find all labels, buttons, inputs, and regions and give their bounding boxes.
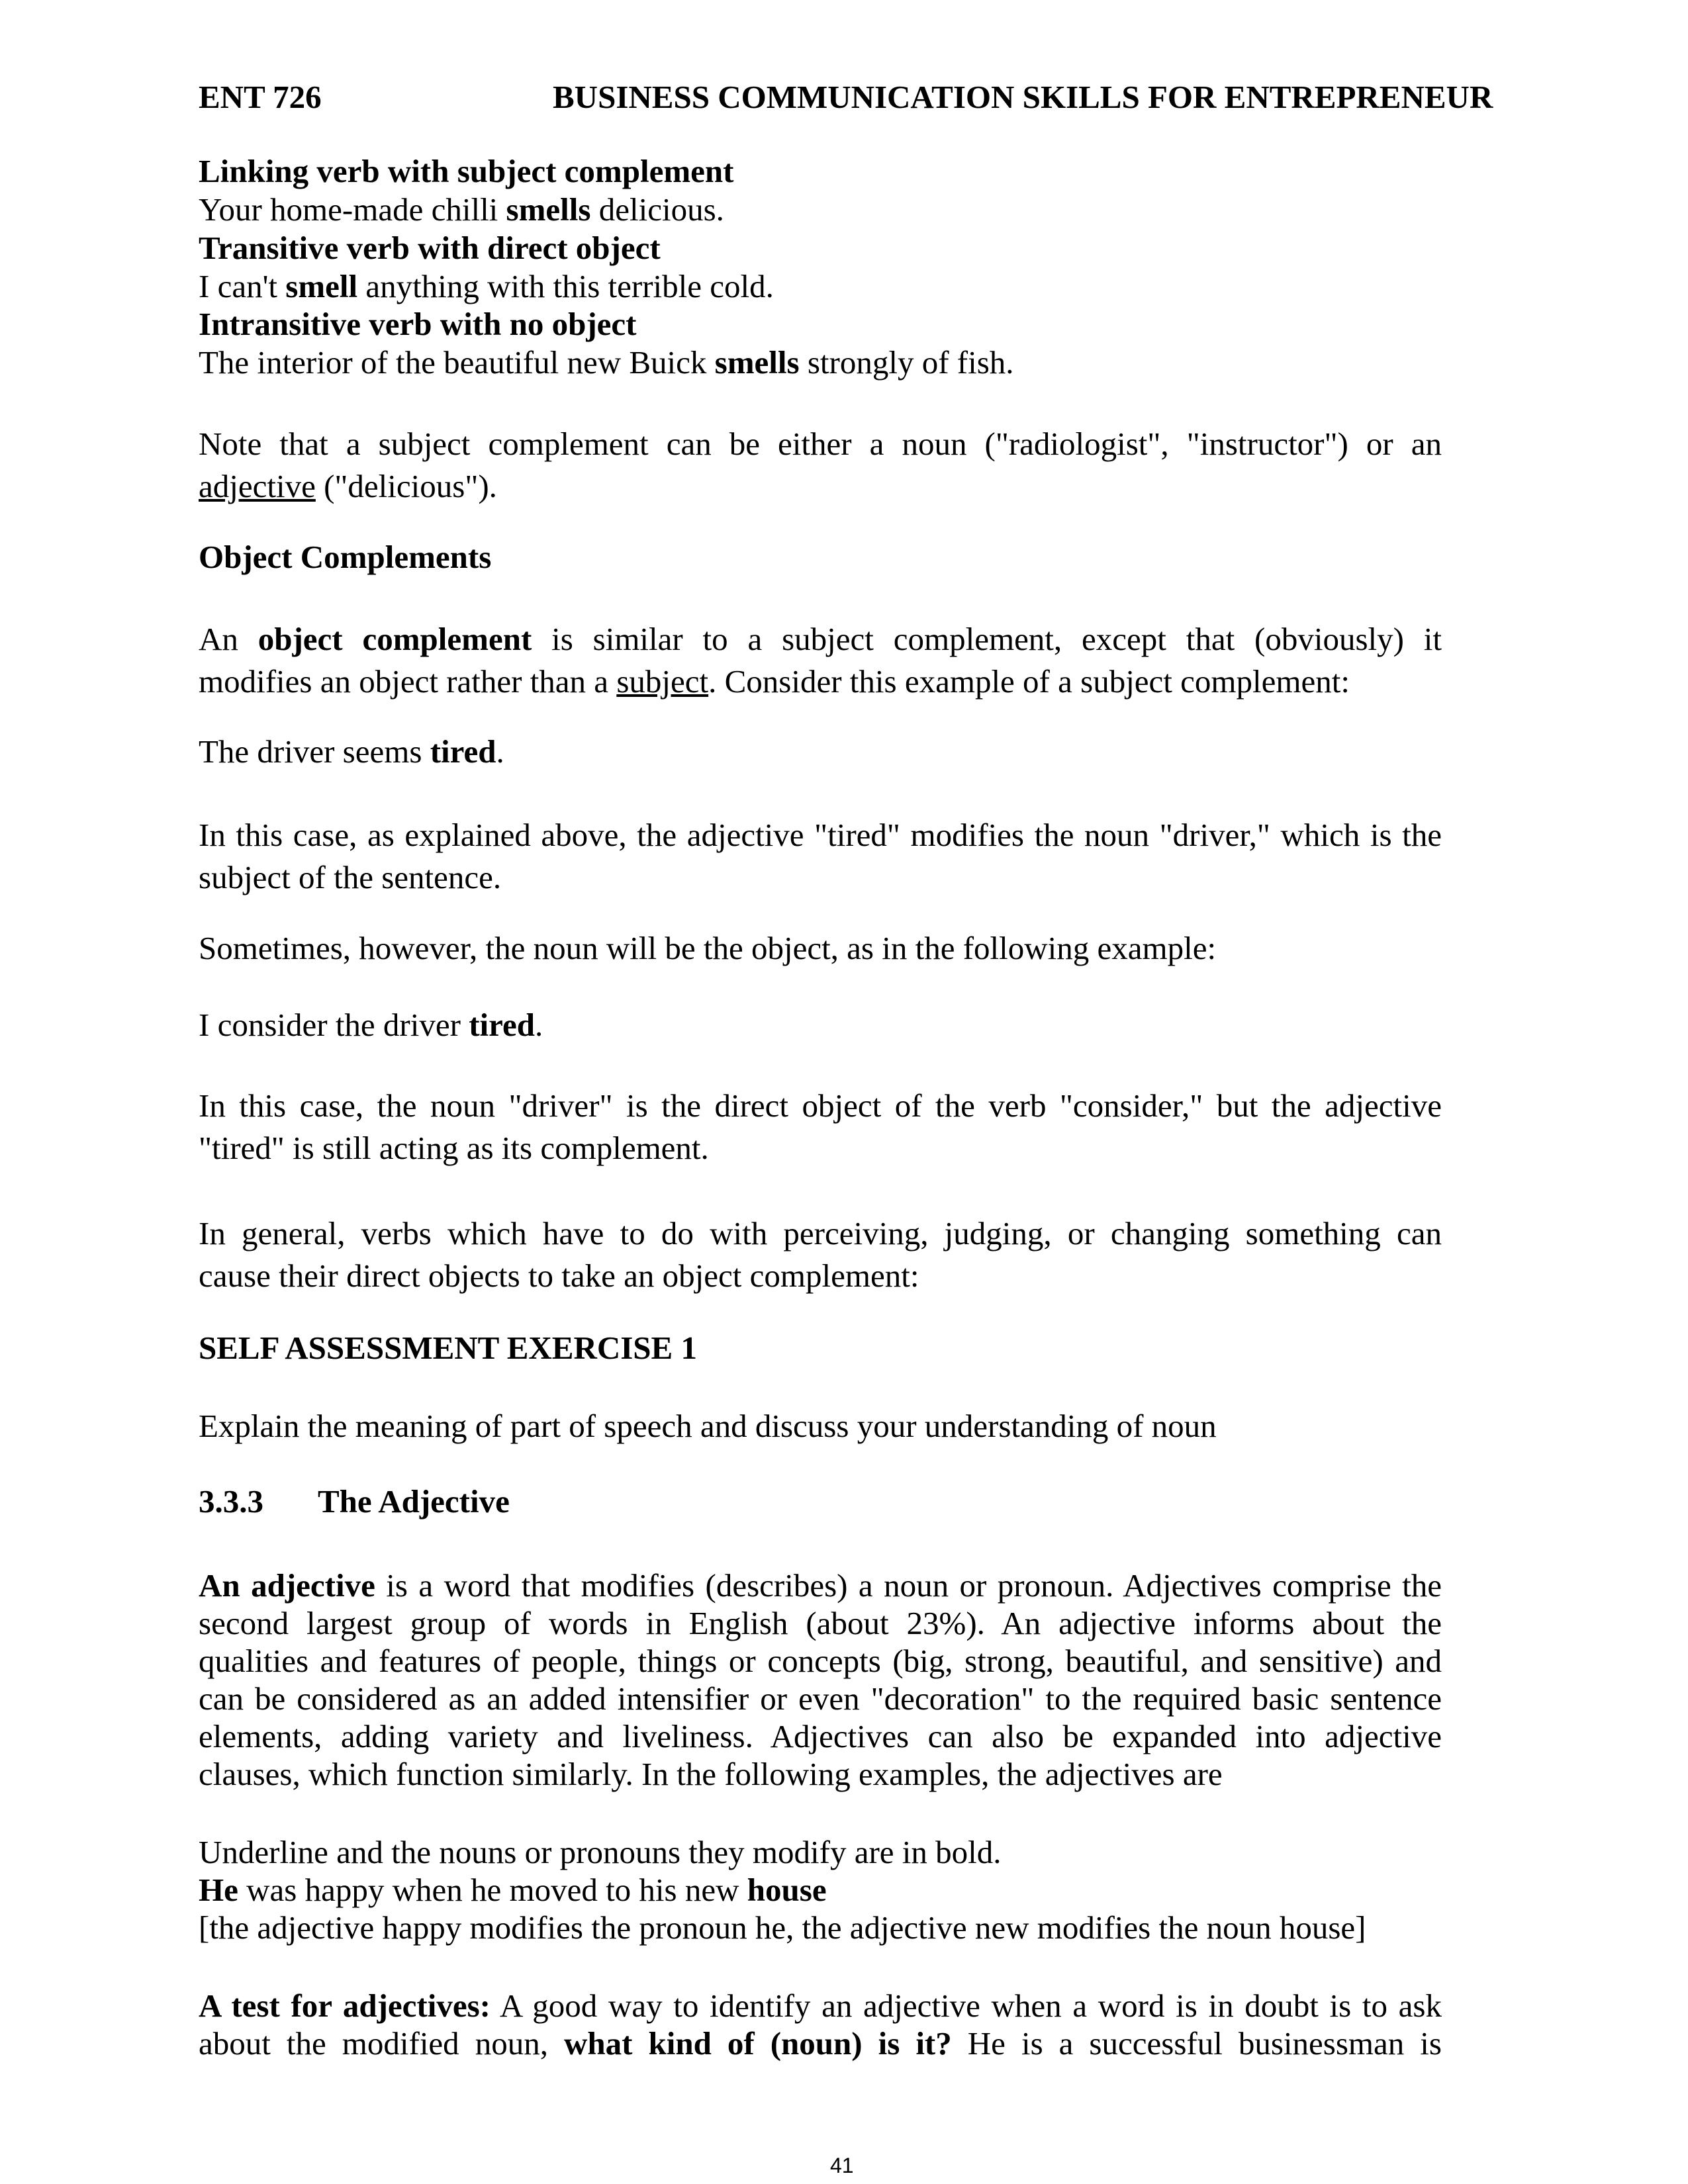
- course-title: BUSINESS COMMUNICATION SKILLS FOR ENTREPRENEUR: [553, 79, 1493, 115]
- adj-paragraph-2-line-2: He was happy when he moved to his new house: [199, 1872, 827, 1908]
- page-number: 41: [830, 2154, 854, 2177]
- oc-paragraph-1-line-2: modifies an object rather than a subject. Consider this example of a subject complement:: [199, 663, 1350, 700]
- oc-paragraph-3: Sometimes, however, the noun will be the object, as in the following example:: [199, 930, 1217, 966]
- adjective-link[interactable]: adjective: [199, 468, 316, 504]
- exercise-text: Explain the meaning of part of speech and discuss your understanding of noun: [199, 1408, 1217, 1444]
- adj-paragraph-3-line-2: about the modified noun, what kind of (noun) is it? He is a successful businessman is: [199, 2025, 1442, 2062]
- note-line-2: adjective ("delicious").: [199, 468, 497, 504]
- adj-paragraph-1-line-4: can be considered as an added intensifier or even "decoration" to the required basic sentence: [199, 1680, 1442, 1717]
- adj-paragraph-1-line-1: An adjective is a word that modifies (describes) a noun or pronoun. Adjectives comprise the: [199, 1567, 1442, 1604]
- oc-paragraph-2-line-2: subject of the sentence.: [199, 859, 502, 895]
- adj-paragraph-3-line-1: A test for adjectives: A good way to identify an adjective when a word is in doubt is to ask: [199, 1987, 1442, 2024]
- example-sentence-linking: Your home-made chilli smells delicious.: [199, 191, 724, 228]
- course-code: ENT 726: [199, 79, 322, 115]
- adj-paragraph-2-line-1: Underline and the nouns or pronouns they modify are in bold.: [199, 1834, 1002, 1870]
- subject-link[interactable]: subject: [616, 663, 709, 700]
- example-sentence-transitive: I can't smell anything with this terrible cold.: [199, 268, 774, 304]
- section-heading-object-complements: Object Complements: [199, 539, 492, 575]
- oc-paragraph-1-line-1: An object complement is similar to a subject complement, except that (obviously) it: [199, 621, 1442, 657]
- example-heading-intransitive: Intransitive verb with no object: [199, 306, 637, 342]
- adj-paragraph-1-line-2: second largest group of words in English (about 23%). An adjective informs about the: [199, 1605, 1442, 1641]
- oc-paragraph-5-line-2: cause their direct objects to take an object complement:: [199, 1257, 919, 1294]
- oc-example-1: The driver seems tired.: [199, 733, 504, 770]
- example-sentence-intransitive: The interior of the beautiful new Buick smells strongly of fish.: [199, 344, 1014, 381]
- example-heading-linking: Linking verb with subject complement: [199, 153, 734, 189]
- section-title: The Adjective: [318, 1483, 510, 1520]
- oc-paragraph-4-line-2: "tired" is still acting as its complement.: [199, 1130, 709, 1166]
- exercise-heading: SELF ASSESSMENT EXERCISE 1: [199, 1330, 697, 1366]
- adj-paragraph-2-line-3: [the adjective happy modifies the pronoun he, the adjective new modifies the noun house]: [199, 1909, 1366, 1946]
- example-heading-transitive: Transitive verb with direct object: [199, 230, 661, 266]
- note-line-1: Note that a subject complement can be either a noun ("radiologist", "instructor") or an: [199, 426, 1442, 462]
- oc-example-2: I consider the driver tired.: [199, 1007, 543, 1043]
- section-number: 3.3.3: [199, 1483, 263, 1520]
- adj-paragraph-1-line-3: qualities and features of people, things or concepts (big, strong, beautiful, and sensitive) and: [199, 1643, 1442, 1679]
- adj-paragraph-1-line-6: clauses, which function similarly. In the following examples, the adjectives are: [199, 1756, 1223, 1792]
- oc-paragraph-5-line-1: In general, verbs which have to do with perceiving, judging, or changing something can: [199, 1215, 1442, 1251]
- adj-paragraph-1-line-5: elements, adding variety and liveliness. Adjectives can also be expanded into adjective: [199, 1718, 1442, 1754]
- oc-paragraph-4-line-1: In this case, the noun "driver" is the direct object of the verb "consider," but the adjective: [199, 1087, 1442, 1124]
- oc-paragraph-2-line-1: In this case, as explained above, the adjective "tired" modifies the noun "driver," which is the: [199, 817, 1442, 853]
